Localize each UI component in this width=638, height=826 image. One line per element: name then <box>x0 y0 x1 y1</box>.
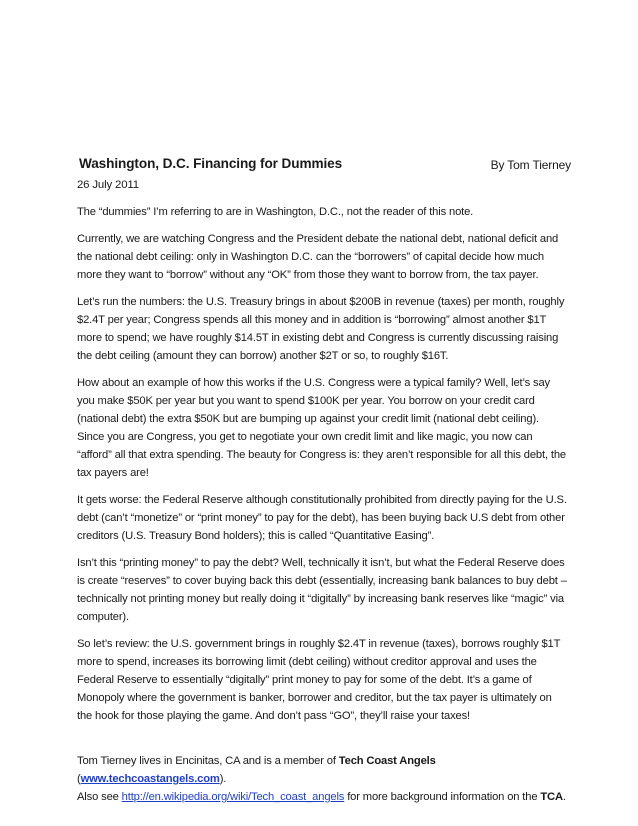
footer-line-1 <box>77 752 569 788</box>
paragraph-debate: Currently, we are watching Congress and the President debate the national debt, national deficit and the national debt ceiling: only in Washington D.C. can the “borrowers” of capital decide how much more they want to “borrow” without any “OK” from those they want to borrow from, the tax payer. <box>77 233 559 281</box>
document-page <box>77 155 569 806</box>
close-paren: ). <box>219 773 227 785</box>
footer-period: . <box>562 791 566 803</box>
footer-see-text: Also see <box>77 791 122 803</box>
org-abbreviation: TCA <box>540 791 563 803</box>
document-title: Washington, D.C. Financing for Dummies <box>79 156 343 171</box>
footer-bio-text: Tom Tierney lives in Encinitas, CA and is a member of <box>77 755 339 767</box>
paragraph-review: So let’s review: the U.S. government brings in roughly $2.4T in revenue (taxes), borrows roughly $1T more to spend, increases its borrowing limit (debt ceiling) without creditor approval and uses the Federal Reserve to essentially “digitally” print money to pay for some of the debt. It’s a game of Monopoly where the government is banker, borrower and creditor, but the tax payer is ultimately on the hook for those playing the game. And don’t pass “GO”, they’ll raise your taxes! <box>77 638 561 722</box>
paragraph-numbers: Let’s run the numbers: the U.S. Treasury brings in about $200B in revenue (taxes) per month, roughly $2.4T per year; Congress spends all this money and in addition is “borrowing” almost another $1T more to spend; we have roughly $14.5T in existing debt and Congress is currently discussing raising the debt ceiling (amount they can borrow) another $2T or so, to roughly $16T. <box>77 296 565 362</box>
author-footer <box>77 752 569 806</box>
document-date: 26 July 2011 <box>77 179 139 191</box>
paragraph-printing-money: Isn’t this “printing money” to pay the debt? Well, technically it isn’t, but what the Federal Reserve does is create “reserves” to cover buying back this debt (essentially, increasing bank balances to buy debt – technically not printing money but really doing it “digitally” by increasing bank reserves like “magic” via computer). <box>77 557 567 623</box>
org-name: Tech Coast Angels <box>338 755 436 767</box>
org-website-link[interactable]: www.techcoastangels.com <box>80 773 220 785</box>
paragraph-federal-reserve: It gets worse: the Federal Reserve although constitutionally prohibited from directly paying for the U.S. debt (can’t “monetize” or “print money” to pay for the debt), has been buying back U.S debt from other creditors (U.S. Treasury Bond holders); this is called “Quantitative Easing”. <box>77 494 567 542</box>
footer-more-info-text: for more background information on the <box>344 791 541 803</box>
wikipedia-link[interactable]: http://en.wikipedia.org/wiki/Tech_coast_angels <box>121 791 345 803</box>
title-row <box>77 155 569 174</box>
open-paren: ( <box>77 773 81 785</box>
author-byline: By Tom Tierney <box>490 158 571 172</box>
footer-line-2 <box>77 788 569 806</box>
paragraph-family-example: How about an example of how this works if the U.S. Congress were a typical family? Well, let’s say you make $50K per year but you want to spend $100K per year. You borrow on your credit card (national debt) the extra $50K but are bumping up against your credit limit (national debt ceiling). Since you are Congress, you get to negotiate your own credit limit and like magic, you now can “afford” all that extra spending. The beauty for Congress is: they aren’t responsible for all this debt, the tax payers are! <box>77 377 566 479</box>
paragraph-intro: The “dummies” I’m referring to are in Washington, D.C., not the reader of this note. <box>77 206 474 218</box>
